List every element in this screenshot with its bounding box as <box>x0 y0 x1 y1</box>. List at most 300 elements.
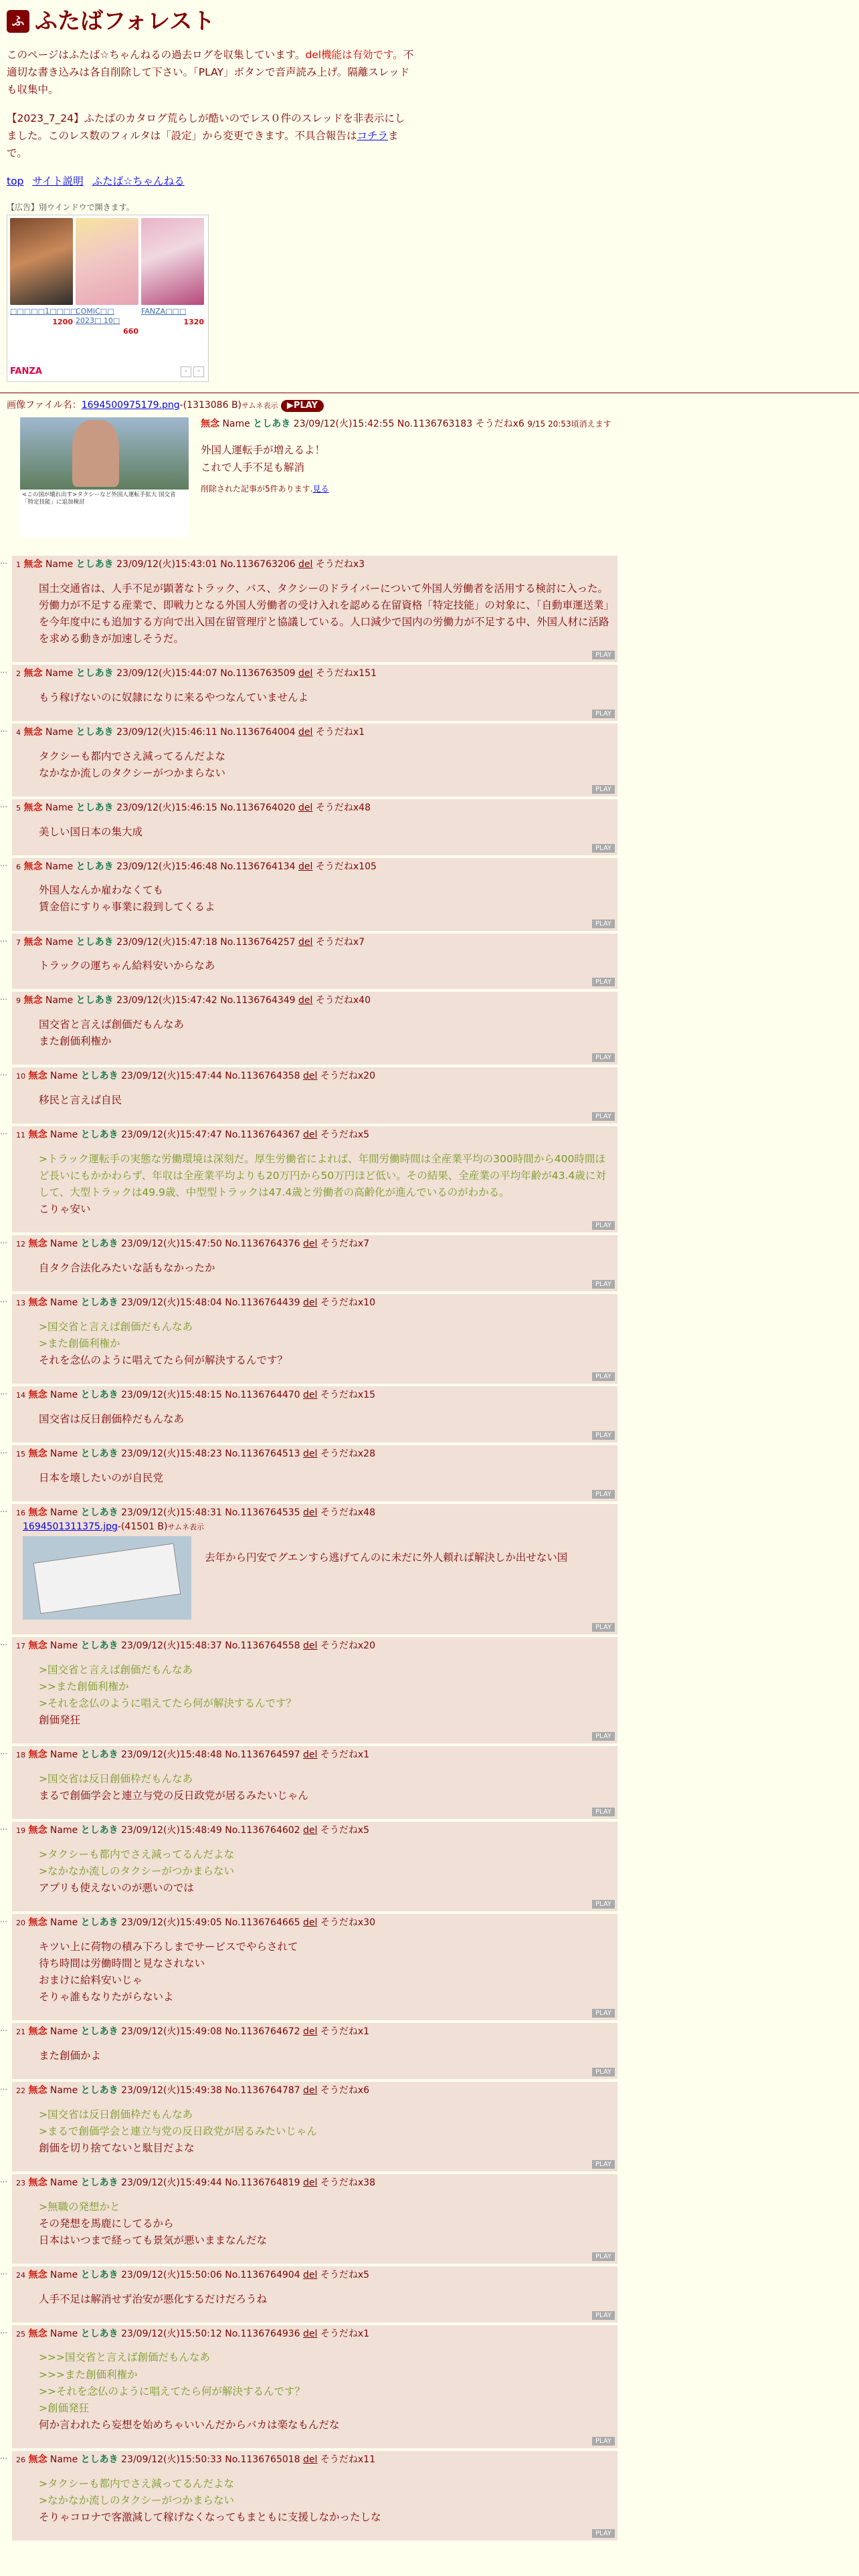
reply-date: 23/09/12(火)15:43:01 No.1136763206 <box>116 559 296 570</box>
reply-date: 23/09/12(火)15:47:18 No.1136764257 <box>116 936 296 948</box>
reply-name: としあき <box>80 2177 118 2188</box>
reply-menu-icon[interactable]: … <box>0 2326 7 2335</box>
reply-menu-icon[interactable]: … <box>0 1747 7 1757</box>
reply-name: としあき <box>76 802 114 813</box>
reply-post <box>12 934 617 990</box>
ad-caption[interactable]: □□□□□1□□□□ <box>10 307 78 316</box>
reply-post <box>12 1822 617 1911</box>
ad-price: 1200 <box>52 318 73 327</box>
reply-sodane[interactable]: そうだねx20 <box>320 1071 375 1082</box>
reply-sodane[interactable]: そうだねx151 <box>315 668 377 679</box>
reply-meta <box>16 1639 613 1654</box>
reply-menu-icon[interactable]: … <box>0 2024 7 2034</box>
reply-row <box>0 1294 859 1384</box>
reply-play-button[interactable]: PLAY <box>592 1732 615 1741</box>
del-link[interactable]: del <box>303 1297 318 1308</box>
del-link[interactable]: del <box>303 1749 318 1761</box>
reply-name: としあき <box>80 1130 118 1141</box>
del-link[interactable]: del <box>298 726 313 738</box>
reply-sodane[interactable]: そうだねx7 <box>320 1239 370 1250</box>
del-link[interactable]: del <box>303 2084 318 2096</box>
reply-line: 待ち時間は労働時間と見なされない <box>39 1957 205 1969</box>
reply-sodane[interactable]: そうだねx48 <box>320 1507 375 1518</box>
reply-line: 創価発狂 <box>39 1714 81 1726</box>
reply-name: としあき <box>80 1507 118 1518</box>
quote-line: >国交省は反日創価枠だもんなあ <box>39 1772 193 1785</box>
op-removed-note <box>201 483 611 496</box>
reply-subject: 無念 <box>28 1507 47 1518</box>
reply-line: また創価かよ <box>39 2049 102 2062</box>
name-label: Name <box>50 1071 78 1082</box>
reply-number: 24 <box>16 2270 25 2280</box>
name-label: Name <box>50 2177 78 2188</box>
reply-post <box>12 1235 617 1291</box>
reply-post <box>12 2451 617 2541</box>
name-label: Name <box>50 2328 78 2339</box>
reply-play-button[interactable]: PLAY <box>592 1112 615 1121</box>
reply-post <box>12 1294 617 1384</box>
reply-play-button[interactable]: PLAY <box>592 978 615 986</box>
ad-item[interactable] <box>76 218 138 337</box>
reply-menu-icon[interactable]: … <box>0 2082 7 2092</box>
reply-media <box>23 1536 613 1620</box>
reply-sodane[interactable]: そうだねx20 <box>320 1640 375 1651</box>
name-label: Name <box>50 1239 78 1250</box>
reply-body <box>39 1092 613 1109</box>
reply-name: としあき <box>76 726 114 738</box>
del-link[interactable]: del <box>303 1239 318 1250</box>
reply-line: 国土交通省は、人手不足が顕著なトラック、バス、タクシーのドライバーについて外国人労働者を活用する検討に入った。労働力が不足する産業で、即戦力となる外国人労働者の受け入れを認める在留資格「特定技能」の対象に、「自動車運送業」を今年度中にも追加する方向で出入国在留管理庁と協議している。人口減少で国内の労働力が不足する中、外国人材に活路を求める動きが加速しそうだ。 <box>39 582 609 645</box>
reply-body <box>39 1939 613 2006</box>
reply-meta <box>16 2327 613 2342</box>
reply-menu-icon[interactable]: … <box>0 1915 7 1925</box>
reply-number: 12 <box>16 1240 25 1249</box>
reply-date: 23/09/12(火)15:46:15 No.1136764020 <box>116 802 296 813</box>
reply-meta <box>16 558 613 572</box>
del-link[interactable]: del <box>298 861 313 872</box>
ad-image[interactable] <box>76 218 138 305</box>
reply-post <box>12 1746 617 1819</box>
name-label: Name <box>45 936 74 948</box>
reply-body <box>205 1549 567 1620</box>
reply-file-size: -(41501 B) <box>117 1521 168 1533</box>
op-body <box>201 441 611 477</box>
report-link[interactable]: コチラ <box>357 130 388 142</box>
reply-body <box>39 1151 613 1218</box>
ad-price: 1320 <box>183 318 204 327</box>
reply-body <box>39 1260 613 1277</box>
reply-thumbnail[interactable] <box>23 1536 191 1620</box>
reply-list <box>0 556 859 2541</box>
name-label: Name <box>50 2269 78 2280</box>
reply-subject: 無念 <box>23 726 43 738</box>
op-file-line <box>7 399 852 413</box>
reply-sodane[interactable]: そうだねx40 <box>315 995 371 1006</box>
reply-menu-icon[interactable]: … <box>0 2175 7 2184</box>
reply-line: 賃金倍にすりゃ事業に殺到してくるよ <box>39 901 215 914</box>
reply-post <box>12 992 617 1065</box>
reply-line: 国交省は反日創価枠だもんなあ <box>39 1412 185 1425</box>
reply-name: としあき <box>80 1239 118 1250</box>
reply-row <box>0 858 859 931</box>
name-label: Name <box>45 861 74 872</box>
reply-subject: 無念 <box>28 1917 47 1929</box>
reply-subject: 無念 <box>28 1749 47 1761</box>
nav-link-site-info[interactable]: サイト説明 <box>32 175 84 187</box>
reply-date: 23/09/12(火)15:50:06 No.1136764904 <box>121 2269 300 2280</box>
reply-sodane[interactable]: そうだねx1 <box>320 2328 370 2339</box>
reply-row <box>0 1914 859 2020</box>
show-removed-link[interactable]: 見る <box>312 484 329 494</box>
name-label: Name <box>45 668 74 679</box>
reply-subject: 無念 <box>28 1239 47 1250</box>
reply-row <box>0 2023 859 2079</box>
del-link[interactable]: del <box>303 2269 318 2280</box>
reply-menu-icon[interactable]: … <box>0 1069 7 1078</box>
del-link[interactable]: del <box>298 559 313 570</box>
reply-meta <box>16 2453 613 2468</box>
reply-line: 外国人なんか雇わなくても <box>39 884 164 897</box>
reply-menu-icon[interactable]: … <box>0 1446 7 1455</box>
reply-name: としあき <box>76 995 114 1006</box>
reply-row <box>0 665 859 721</box>
reply-menu-icon[interactable]: … <box>0 1638 7 1647</box>
reply-post <box>12 2266 617 2323</box>
del-link[interactable]: del <box>298 936 313 948</box>
reply-body <box>39 2048 613 2064</box>
name-label: Name <box>50 1825 78 1836</box>
op-file-link[interactable]: 1694500975179.png <box>81 400 180 411</box>
del-link[interactable]: del <box>303 2454 318 2466</box>
reply-date: 23/09/12(火)15:48:23 No.1136764513 <box>121 1448 300 1459</box>
del-link[interactable]: del <box>303 1825 318 1836</box>
reply-number: 4 <box>16 728 21 737</box>
reply-play-button[interactable]: PLAY <box>592 1431 615 1440</box>
reply-post <box>12 665 617 721</box>
reply-body <box>39 1771 613 1804</box>
reply-line: 創価を切り捨てないと駄目だよな <box>39 2141 195 2154</box>
reply-row <box>0 2082 859 2171</box>
del-link[interactable]: del <box>303 2177 318 2188</box>
reply-date: 23/09/12(火)15:48:48 No.1136764597 <box>121 1749 300 1761</box>
name-label: Name <box>50 1130 78 1141</box>
reply-number: 10 <box>16 1072 25 1081</box>
reply-name: としあき <box>80 2026 118 2038</box>
reply-subject: 無念 <box>23 936 43 948</box>
reply-sodane[interactable]: そうだねx5 <box>320 2269 370 2280</box>
reply-play-button[interactable]: PLAY <box>592 2311 615 2320</box>
notice-body: 【2023_7_24】ふたばのカタログ荒らしが酷いのでレス０件のスレッドを非表示にしました。このレス数のフィルタは「設定」から変更できます。不具合報告は <box>7 112 405 142</box>
reply-play-button[interactable]: PLAY <box>592 1808 615 1816</box>
del-link[interactable]: del <box>303 1071 318 1082</box>
op-meta <box>201 417 611 432</box>
reply-sodane[interactable]: そうだねx11 <box>320 2454 375 2466</box>
reply-sodane[interactable]: そうだねx1 <box>320 2026 370 2038</box>
reply-menu-icon[interactable]: … <box>0 800 7 809</box>
reply-subject: 無念 <box>28 2084 47 2096</box>
quote-line: >タクシーも都内でさえ減ってるんだよな <box>39 1848 234 1860</box>
reply-menu-icon[interactable]: … <box>0 666 7 675</box>
reply-row <box>0 2325 859 2448</box>
reply-date: 23/09/12(火)15:48:37 No.1136764558 <box>121 1640 300 1651</box>
reply-name: としあき <box>80 1390 118 1401</box>
ad-prev-icon[interactable]: ‹ <box>181 366 191 377</box>
op-line: 外国人運転手が増えるよ！ <box>201 443 326 456</box>
reply-menu-icon[interactable]: … <box>0 993 7 1002</box>
reply-meta <box>16 726 613 740</box>
reply-play-button[interactable]: PLAY <box>592 1490 615 1499</box>
reply-body <box>39 2349 613 2434</box>
notice-tail: まで。 <box>7 130 399 160</box>
reply-body <box>39 1411 613 1428</box>
name-label: Name <box>50 1640 78 1651</box>
reply-body <box>39 958 613 974</box>
reply-play-button[interactable]: PLAY <box>592 2437 615 2446</box>
reply-date: 23/09/12(火)15:50:12 No.1136764936 <box>121 2328 300 2339</box>
reply-meta <box>16 667 613 681</box>
reply-sodane[interactable]: そうだねx38 <box>320 2177 375 2188</box>
reply-body <box>39 689 613 706</box>
reply-number: 17 <box>16 1641 25 1650</box>
reply-sodane[interactable]: そうだねx30 <box>320 1917 375 1929</box>
reply-play-button[interactable]: PLAY <box>592 920 615 928</box>
reply-date: 23/09/12(火)15:46:48 No.1136764134 <box>116 861 296 872</box>
del-link[interactable]: del <box>303 1507 318 1518</box>
reply-meta <box>16 2084 613 2099</box>
reply-sodane[interactable]: そうだねx28 <box>320 1448 375 1459</box>
reply-sodane[interactable]: そうだねx7 <box>315 936 365 948</box>
ad-banner[interactable] <box>7 215 209 382</box>
reply-play-button[interactable]: PLAY <box>592 2529 615 2538</box>
reply-date: 23/09/12(火)15:49:05 No.1136764665 <box>121 1917 300 1929</box>
reply-date: 23/09/12(火)15:46:11 No.1136764004 <box>116 726 296 738</box>
reply-play-button[interactable]: PLAY <box>592 2252 615 2261</box>
reply-post <box>12 1914 617 2020</box>
reply-number: 6 <box>16 862 21 871</box>
reply-line: もう稼げないのに奴隷になりに来るやつなんていませんよ <box>39 691 309 704</box>
reply-play-button[interactable]: PLAY <box>592 1372 615 1381</box>
del-link[interactable]: del <box>303 1640 318 1651</box>
reply-date: 23/09/12(火)15:47:44 No.1136764358 <box>121 1071 300 1082</box>
reply-sodane[interactable]: そうだねx1 <box>315 726 365 738</box>
quote-line: >無職の発想かと <box>39 2200 120 2213</box>
reply-subject: 無念 <box>28 2177 47 2188</box>
reply-number: 20 <box>16 1919 25 1928</box>
reply-menu-icon[interactable]: … <box>0 1505 7 1514</box>
reply-menu-icon[interactable]: … <box>0 2452 7 2462</box>
reply-line: そりゃコロナで客激減して稼げなくなってもまともに支援しなかったしな <box>39 2510 381 2523</box>
op-image-caption: <この国が壊れ出す>タクシーなど外国人運転手拡大 国交省「特定技能」に追加検討 <box>20 490 189 538</box>
reply-menu-icon[interactable]: … <box>0 1237 7 1246</box>
reply-sodane[interactable]: そうだねx3 <box>315 559 365 570</box>
reply-body <box>39 1662 613 1729</box>
name-label: Name <box>50 1749 78 1761</box>
quote-line: >>それを念仏のように唱えてたら何が解決するんです？ <box>39 2385 305 2397</box>
del-link[interactable]: del <box>303 1130 318 1141</box>
reply-body <box>39 882 613 916</box>
reply-date: 23/09/12(火)15:48:04 No.1136764439 <box>121 1297 300 1308</box>
reply-play-button[interactable]: PLAY <box>592 1623 615 1632</box>
reply-play-button[interactable]: PLAY <box>592 1221 615 1230</box>
reply-meta <box>16 1916 613 1931</box>
del-link[interactable]: del <box>298 668 313 679</box>
name-label: Name <box>50 2084 78 2096</box>
reply-body <box>39 2199 613 2249</box>
op-sodane[interactable]: そうだねx6 <box>475 419 524 430</box>
op-subject: 無念 <box>201 419 219 430</box>
reply-number: 14 <box>16 1391 25 1400</box>
ad-item[interactable] <box>10 218 78 328</box>
ad-image[interactable] <box>141 218 204 305</box>
reply-name: としあき <box>80 1448 118 1459</box>
reply-line: 自タク合法化みたいな話もなかったか <box>39 1261 215 1274</box>
reply-menu-icon[interactable]: … <box>0 557 7 566</box>
reply-sodane[interactable]: そうだねx48 <box>315 802 371 813</box>
reply-number: 13 <box>16 1299 25 1307</box>
reply-number: 5 <box>16 803 21 813</box>
del-link[interactable]: del <box>303 1917 318 1929</box>
reply-meta <box>16 2268 613 2283</box>
quote-line: >国交省は反日創価枠だもんなあ <box>39 2108 193 2121</box>
name-label: Name <box>50 1917 78 1929</box>
reply-sodane[interactable]: そうだねx1 <box>320 1749 370 1761</box>
reply-menu-icon[interactable]: … <box>0 934 7 944</box>
name-label: Name <box>50 1297 78 1308</box>
reply-sodane[interactable]: そうだねx6 <box>320 2084 370 2096</box>
quote-line: >トラック運転手の実態な労働環境は深刻だ。厚生労働省によれば、年間労働時間は全産業平均の300時間から400時間ほど長いにもかかわらず、年収は全産業平均よりも20万円から50万円ほど低い。その結果、全産業の平均年齢が43.4歳に対して、大型トラックは49.9歳、中型型トラックは47.4歳と労働者の高齢化が進んでいるのがわかる。 <box>39 1152 606 1198</box>
ad-next-icon[interactable]: › <box>193 366 204 377</box>
reply-sodane[interactable]: そうだねx5 <box>320 1825 370 1836</box>
reply-play-button[interactable]: PLAY <box>592 651 615 659</box>
reply-sodane[interactable]: そうだねx10 <box>320 1297 375 1308</box>
op-date: 23/09/12(火)15:42:55 No.1136763183 <box>293 419 473 430</box>
reply-subject: 無念 <box>28 1297 47 1308</box>
reply-number: 7 <box>16 938 21 947</box>
reply-row <box>0 1822 859 1911</box>
reply-body <box>39 580 613 647</box>
reply-post <box>12 1386 617 1442</box>
del-link[interactable]: del <box>298 995 313 1006</box>
quote-line: >また創価利権か <box>39 1337 120 1350</box>
op-thumbnail[interactable] <box>20 417 189 538</box>
reply-post <box>12 2023 617 2079</box>
reply-post <box>12 556 617 662</box>
reply-play-button[interactable]: PLAY <box>592 2068 615 2076</box>
reply-post <box>12 1637 617 1743</box>
reply-row <box>0 1126 859 1232</box>
reply-play-button[interactable]: PLAY <box>592 844 615 853</box>
name-label: Name <box>45 802 74 813</box>
del-link[interactable]: del <box>303 1390 318 1401</box>
reply-play-button[interactable]: PLAY <box>592 710 615 718</box>
reply-meta <box>16 2025 613 2040</box>
ad-caption[interactable]: FANZA□□□ <box>141 307 187 316</box>
quote-line: >>また創価利権か <box>39 1680 129 1693</box>
name-label: Name <box>45 726 74 738</box>
reply-menu-icon[interactable]: … <box>0 724 7 734</box>
reply-menu-icon[interactable]: … <box>0 1128 7 1137</box>
reply-post <box>12 799 617 855</box>
reply-name: としあき <box>76 559 114 570</box>
reply-sodane[interactable]: そうだねx5 <box>320 1130 370 1141</box>
reply-subject: 無念 <box>28 1448 47 1459</box>
reply-play-button[interactable]: PLAY <box>592 2009 615 2018</box>
reply-play-button[interactable]: PLAY <box>592 1900 615 1909</box>
reply-sodane[interactable]: そうだねx105 <box>315 861 377 872</box>
reply-play-button[interactable]: PLAY <box>592 2160 615 2169</box>
reply-play-button[interactable]: PLAY <box>592 1280 615 1289</box>
ad-item[interactable] <box>141 218 204 328</box>
reply-menu-icon[interactable]: … <box>0 1295 7 1304</box>
nav-link-futaba[interactable]: ふたば☆ちゃんねる <box>92 175 185 187</box>
reply-name: としあき <box>80 1640 118 1651</box>
reply-subject: 無念 <box>28 2454 47 2466</box>
reply-line: それを念仏のように唱えてたら何が解決するんです？ <box>39 1354 288 1366</box>
reply-menu-icon[interactable]: … <box>0 1388 7 1397</box>
reply-number: 1 <box>16 560 21 570</box>
op-play-button[interactable] <box>281 400 324 412</box>
reply-number: 19 <box>16 1826 25 1836</box>
reply-date: 23/09/12(火)15:48:15 No.1136764470 <box>121 1390 300 1401</box>
reply-meta <box>16 1237 613 1252</box>
del-link[interactable]: del <box>303 2026 318 2038</box>
reply-play-button[interactable]: PLAY <box>592 1053 615 1062</box>
name-label: Name <box>50 1390 78 1401</box>
reply-file-line <box>23 1520 613 1535</box>
thumb-note: サムネ表示 <box>242 401 278 411</box>
reply-meta <box>16 1128 613 1143</box>
reply-name: としあき <box>80 1917 118 1929</box>
del-link[interactable]: del <box>298 802 313 813</box>
reply-date: 23/09/12(火)15:49:38 No.1136764787 <box>121 2084 300 2096</box>
reply-body <box>39 2107 613 2157</box>
ad-image[interactable] <box>10 218 73 305</box>
reply-subject: 無念 <box>28 1071 47 1082</box>
reply-name: としあき <box>80 1825 118 1836</box>
ad-caption[interactable]: COMIC□□ 2023□ 10□ <box>76 307 120 326</box>
reply-number: 26 <box>16 2456 25 2465</box>
reply-line: 日本はいつまで経っても景気が悪いままなんだな <box>39 2234 268 2246</box>
play-icon: ▶ <box>286 401 294 411</box>
reply-date: 23/09/12(火)15:47:50 No.1136764376 <box>121 1239 300 1250</box>
reply-number: 11 <box>16 1131 25 1140</box>
op-post <box>0 413 859 541</box>
reply-menu-icon[interactable]: … <box>0 859 7 868</box>
ad-note: 【広告】別ウインドウで開きます。 <box>7 202 134 212</box>
page-title: ふたばフォレスト <box>35 8 215 35</box>
reply-line: トラックの運ちゃん給料安いからなあ <box>39 960 215 972</box>
reply-subject: 無念 <box>28 1390 47 1401</box>
reply-row <box>0 992 859 1065</box>
reply-menu-icon[interactable]: … <box>0 2267 7 2276</box>
reply-number: 25 <box>16 2329 25 2339</box>
del-link[interactable]: del <box>303 2328 318 2339</box>
nav-link-top[interactable]: top <box>7 175 24 187</box>
reply-play-button[interactable]: PLAY <box>592 785 615 794</box>
reply-file-link[interactable]: 1694501311375.jpg <box>23 1521 118 1533</box>
name-label: Name <box>50 2026 78 2038</box>
del-link[interactable]: del <box>303 1448 318 1459</box>
op-name: としあき <box>253 419 291 430</box>
reply-row <box>0 1067 859 1123</box>
reply-name: としあき <box>80 2084 118 2096</box>
reply-menu-icon[interactable]: … <box>0 1823 7 1832</box>
reply-number: 2 <box>16 669 21 679</box>
page-header <box>0 0 859 382</box>
reply-subject: 無念 <box>23 995 43 1006</box>
reply-sodane[interactable]: そうだねx15 <box>320 1390 375 1401</box>
notice-text <box>7 110 415 163</box>
